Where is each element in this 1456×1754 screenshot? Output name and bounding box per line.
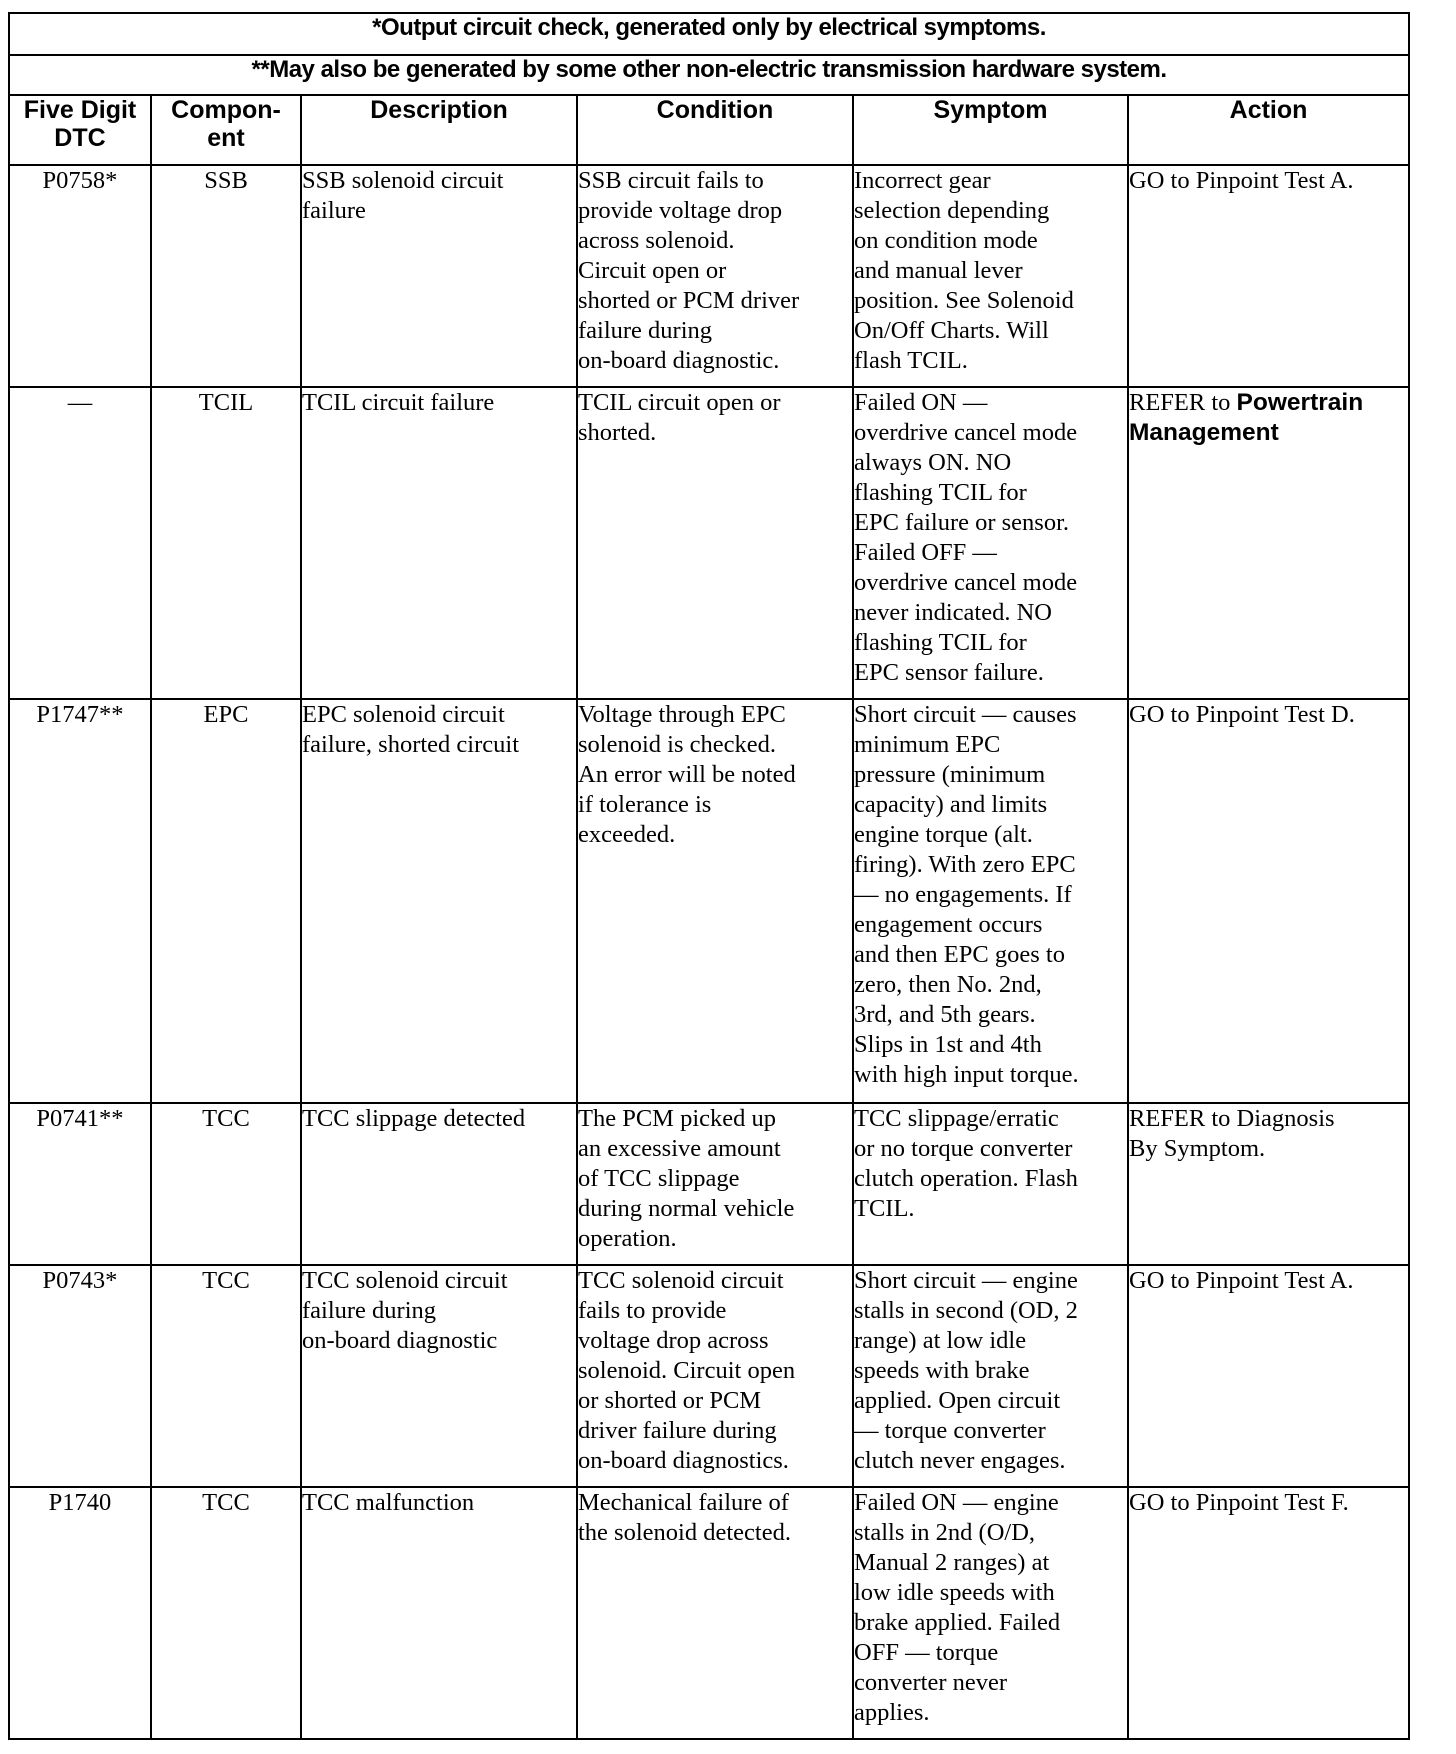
header-symptom: Symptom (853, 95, 1128, 165)
action (1128, 1487, 1409, 1739)
action-text: GO to Pinpoint Test A. (1129, 167, 1354, 194)
component: EPC (151, 699, 301, 1103)
header-description: Description (301, 95, 577, 165)
action (1128, 1103, 1409, 1265)
action-text: REFER to Diagnosis By Symptom. (1129, 1105, 1335, 1162)
note-non-electric: **May also be generated by some other non-electric transmission hardware system. (9, 55, 1409, 95)
action-text: GO to Pinpoint Test D. (1129, 701, 1355, 728)
action (1128, 1265, 1409, 1487)
symptom: Failed ON — engine stalls in 2nd (O/D, Manual 2 ranges) at low idle speeds with brake applied. Failed OFF — torque converter never applies. (853, 1487, 1128, 1739)
action (1128, 387, 1409, 699)
action (1128, 165, 1409, 387)
symptom: Short circuit — engine stalls in second (OD, 2 range) at low idle speeds with brake applied. Open circuit — torque converter clutch never engages. (853, 1265, 1128, 1487)
table-row (9, 387, 1409, 699)
header-dtc-line1: Five Digit (23, 96, 137, 124)
table-row (9, 165, 1409, 387)
dtc-code: P1740 (9, 1487, 151, 1739)
table-row (9, 1103, 1409, 1265)
action-text: GO to Pinpoint Test A. (1129, 1267, 1354, 1294)
symptom: TCC slippage/erratic or no torque converter clutch operation. Flash TCIL. (853, 1103, 1128, 1265)
header-dtc-line2: DTC (54, 124, 106, 152)
header-component (151, 95, 301, 165)
dtc-table (8, 12, 1410, 1740)
table-row (9, 1487, 1409, 1739)
action-emphasis: Powertrain Management (1129, 389, 1364, 446)
symptom: Incorrect gear selection depending on condition mode and manual lever position. See Solenoid On/Off Charts. Will flash TCIL. (853, 165, 1128, 387)
dtc-code: P0743* (9, 1265, 151, 1487)
description: TCIL circuit failure (301, 387, 577, 699)
condition: Mechanical failure of the solenoid detected. (577, 1487, 853, 1739)
table-row (9, 1265, 1409, 1487)
action-text: REFER to (1129, 389, 1237, 416)
symptom: Short circuit — causes minimum EPC pressure (minimum capacity) and limits engine torque (alt. firing). With zero EPC — no engagements. If engagement occurs and then EPC goes to zero, then No. 2nd, 3rd, and 5th gears. Slips in 1st and 4th with high input torque. (853, 699, 1128, 1103)
condition: The PCM picked up an excessive amount of TCC slippage during normal vehicle operation. (577, 1103, 853, 1265)
description: EPC solenoid circuit failure, shorted circuit (301, 699, 577, 1103)
note-output-circuit: *Output circuit check, generated only by electrical symptoms. (9, 13, 1409, 55)
action-text: GO to Pinpoint Test F. (1129, 1489, 1349, 1516)
dtc-code: P0758* (9, 165, 151, 387)
component: TCC (151, 1265, 301, 1487)
action (1128, 699, 1409, 1103)
dtc-code: P0741** (9, 1103, 151, 1265)
component: TCC (151, 1103, 301, 1265)
description: TCC malfunction (301, 1487, 577, 1739)
condition: SSB circuit fails to provide voltage drop across solenoid. Circuit open or shorted or PCM driver failure during on-board diagnostic. (577, 165, 853, 387)
description: SSB solenoid circuit failure (301, 165, 577, 387)
symptom: Failed ON — overdrive cancel mode always ON. NO flashing TCIL for EPC failure or sensor. Failed OFF — overdrive cancel mode never indicated. NO flashing TCIL for EPC sensor failure. (853, 387, 1128, 699)
header-dtc (9, 95, 151, 165)
component: TCIL (151, 387, 301, 699)
note-row-non-electric (9, 55, 1409, 95)
table-row (9, 699, 1409, 1103)
note-row-output-circuit (9, 13, 1409, 55)
description: TCC solenoid circuit failure during on-board diagnostic (301, 1265, 577, 1487)
component: TCC (151, 1487, 301, 1739)
header-component-line2: ent (207, 124, 245, 152)
condition: TCC solenoid circuit fails to provide voltage drop across solenoid. Circuit open or shorted or PCM driver failure during on-board diagnostics. (577, 1265, 853, 1487)
component: SSB (151, 165, 301, 387)
header-row (9, 95, 1409, 165)
header-condition: Condition (577, 95, 853, 165)
header-action: Action (1128, 95, 1409, 165)
dtc-code: P1747** (9, 699, 151, 1103)
description: TCC slippage detected (301, 1103, 577, 1265)
dtc-code: — (9, 387, 151, 699)
header-component-line1: Compon- (171, 96, 281, 124)
condition: TCIL circuit open or shorted. (577, 387, 853, 699)
condition: Voltage through EPC solenoid is checked. An error will be noted if tolerance is exceeded. (577, 699, 853, 1103)
